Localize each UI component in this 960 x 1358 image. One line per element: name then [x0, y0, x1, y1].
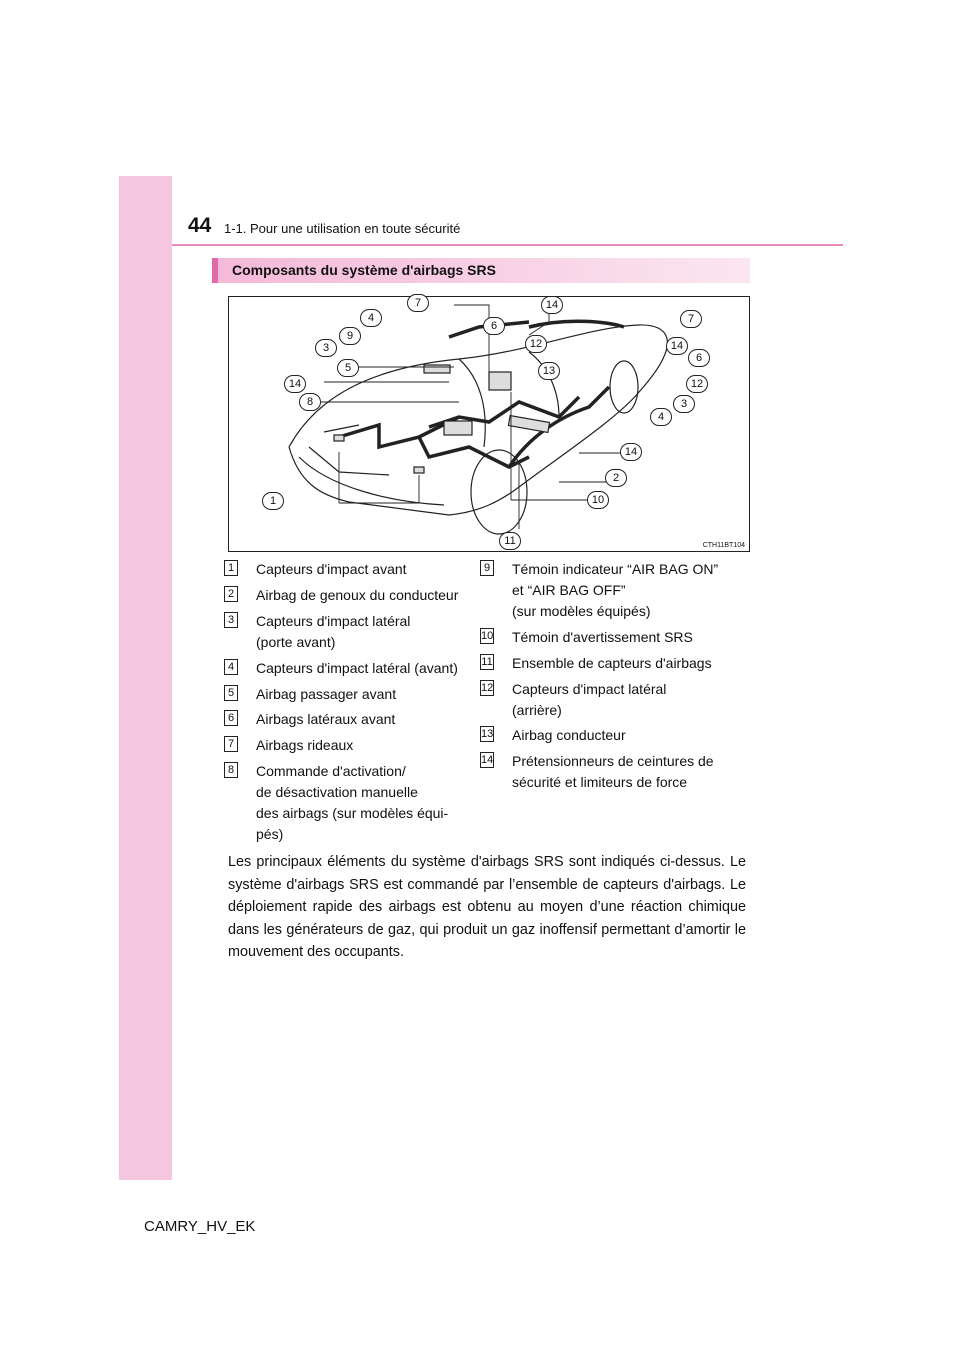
- legend-text: Ensemble de capteurs d'airbags: [512, 655, 712, 671]
- legend-text: Capteurs d'impact avant: [256, 561, 407, 577]
- callout-label: 5: [337, 359, 359, 377]
- legend-text: Commande d'activation/ de désactivation manuelle des airbags (sur modèles équi- pés): [256, 763, 449, 842]
- legend-number: 5: [224, 685, 238, 701]
- legend-number: 6: [224, 710, 238, 726]
- callout-label: 11: [499, 532, 521, 550]
- legend-number: 4: [224, 659, 238, 675]
- legend-text: Capteurs d'impact latéral (arrière): [512, 681, 667, 718]
- callout-label: 14: [541, 296, 563, 314]
- airbag-diagram: [228, 296, 750, 552]
- callout-label: 10: [587, 491, 609, 509]
- section-title: 1-1. Pour une utilisation en toute sécurité: [224, 221, 461, 236]
- header-rule: [172, 244, 843, 246]
- callout-label: 4: [360, 309, 382, 327]
- legend-text: Airbag de genoux du conducteur: [256, 587, 459, 603]
- legend-text: Airbags latéraux avant: [256, 711, 396, 727]
- legend-number: 12: [481, 682, 494, 694]
- callout-label: 2: [605, 469, 627, 487]
- legend-number: 10: [481, 630, 494, 642]
- legend-text: Airbag passager avant: [256, 686, 397, 702]
- legend-text: Prétensionneurs de ceintures de sécurité et limiteurs de force: [512, 753, 714, 790]
- callout-label: 8: [299, 393, 321, 411]
- legend-text: Airbags rideaux: [256, 737, 354, 753]
- figure-code: CTH11BT104: [702, 542, 745, 549]
- legend-text: Airbag conducteur: [512, 727, 626, 743]
- legend-text: Témoin indicateur “AIR BAG ON” et “AIR BAG OFF” (sur modèles équipés): [512, 561, 719, 619]
- callout-label: 6: [688, 349, 710, 367]
- callout-label: 3: [315, 339, 337, 357]
- callout-label: 12: [525, 335, 547, 353]
- callout-label: 6: [483, 317, 505, 335]
- callout-label: 7: [407, 294, 429, 312]
- callout-label: 3: [673, 395, 695, 413]
- legend-text: Capteurs d'impact latéral (porte avant): [256, 613, 411, 650]
- legend-number: 13: [481, 728, 494, 740]
- section-side-tab: [119, 176, 172, 1180]
- heading-bar: [212, 258, 750, 283]
- legend-number: 9: [480, 560, 494, 576]
- legend-text: Témoin d'avertissement SRS: [512, 629, 693, 645]
- callout-label: 1: [262, 492, 284, 510]
- callout-label: 14: [666, 337, 688, 355]
- callout-label: 12: [686, 375, 708, 393]
- heading-title: Composants du système d'airbags SRS: [232, 262, 496, 278]
- legend-number: 8: [224, 762, 238, 778]
- legend-text: Capteurs d'impact latéral (avant): [256, 660, 458, 676]
- callout-label: 13: [538, 362, 560, 380]
- legend-number: 11: [481, 656, 493, 668]
- legend-number: 2: [224, 586, 238, 602]
- page-number: 44: [188, 214, 212, 237]
- car-illustration: [229, 297, 749, 551]
- legend-number: 14: [481, 754, 494, 766]
- body-paragraph: Les principaux éléments du système d'airbags SRS sont indiqués ci-dessus. Le système d'airbags SRS est commandé par l’ensemble de capteurs d'airbags. Le déploiement rapide des airbags est obtenu au moyen d’une réaction chimique dans les générateurs de gaz, qui produit un gaz inoffensif permettant d’amortir le mouvement des occupants.: [228, 854, 746, 960]
- legend-number: 7: [224, 736, 238, 752]
- callout-label: 7: [680, 310, 702, 328]
- callout-label: 14: [620, 443, 642, 461]
- legend-number: 1: [224, 560, 238, 576]
- legend-number: 3: [224, 612, 238, 628]
- footer-model-code: CAMRY_HV_EK: [144, 1218, 256, 1235]
- callout-label: 9: [339, 327, 361, 345]
- callout-label: 4: [650, 408, 672, 426]
- callout-label: 14: [284, 375, 306, 393]
